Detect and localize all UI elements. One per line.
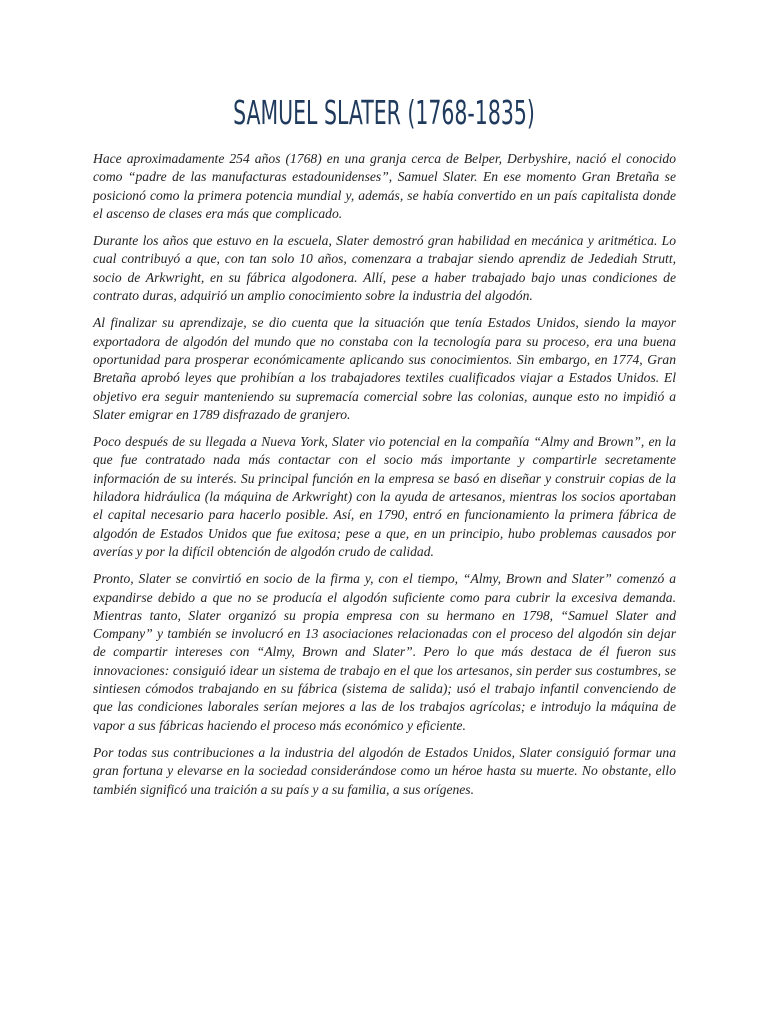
paragraph-1: Hace aproximadamente 254 años (1768) en una granja cerca de Belper, Derbyshire, nació el conocido como “padre de las manufacturas estadounidenses”, Samuel Slater. En ese momento Gran Bretaña se posicionó como la primera potencia mundial y, además, se había convertido en un país capitalista donde el ascenso de clases era más que complicado. bbox=[93, 151, 676, 221]
paragraph-5: Pronto, Slater se convirtió en socio de la firma y, con el tiempo, “Almy, Brown and Slater” comenzó a expandirse debido a que no se producía el algodón suficiente como para cubrir la excesiva demanda. Mientras tanto, Slater organizó su propia empresa con su hermano en 1798, “Samuel Slater and Company” y también se involucró en 13 asociaciones relacionadas con el proceso del algodón sin dejar de compartir intereses con “Almy, Brown and Slater”. Pero lo que más destaca de él fueron sus innovaciones: consiguió idear un sistema de trabajo en el que los artesanos, sin perder sus costumbres, se sintiesen cómodos trabajando en su fábrica (sistema de salida); usó el trabajo infantil convenciendo de que las condiciones laborales serían mejores a las de los trabajos agrícolas; e introdujo la máquina de vapor a sus fábricas haciendo el proceso más económico y eficiente. bbox=[93, 571, 676, 733]
paragraph-6: Por todas sus contribuciones a la industria del algodón de Estados Unidos, Slater consiguió formar una gran fortuna y elevarse en la sociedad considerándose como un héroe hasta su muerte. No obstante, ello también significó una traición a su país y a su familia, a sus orígenes. bbox=[93, 744, 676, 797]
document-body bbox=[93, 150, 676, 808]
paragraph-3: Al finalizar su aprendizaje, se dio cuenta que la situación que tenía Estados Unidos, siendo la mayor exportadora de algodón del mundo que no constaba con la tecnología para su proceso, era una buena oportunidad para prosperar económicamente aplicando sus conocimientos. Sin embargo, en 1774, Gran Bretaña aprobó leyes que prohibían a los trabajadores textiles cualificados viajar a Estados Unidos. El objetivo era seguir manteniendo su supremacía comercial sobre las colonias, aunque esto no impidió a Slater emigrar en 1789 disfrazado de granjero. bbox=[93, 315, 676, 422]
paragraph-2: Durante los años que estuvo en la escuela, Slater demostró gran habilidad en mecánica y aritmética. Lo cual contribuyó a que, con tan solo 10 años, comenzara a trabajar siendo aprendiz de Jedediah Strutt, socio de Arkwright, en su fábrica algodonera. Allí, pese a haber trabajado bajo unas condiciones de contrato duras, adquirió un amplio conocimiento sobre la industria del algodón. bbox=[93, 233, 676, 304]
page-title: SAMUEL SLATER (1768-1835) bbox=[233, 93, 535, 132]
paragraph-4: Poco después de su llegada a Nueva York, Slater vio potencial en la compañía “Almy and Brown”, en la que fue contratado nada más contactar con el socio más importante y compartirle secretamente información de su interés. Su principal función en la empresa se basó en diseñar y construir copias de la hiladora hidráulica (la máquina de Arkwright) con la ayuda de artesanos, mientras los socios aportaban el capital necesario para hacerlo posible. Así, en 1790, entró en funcionamiento la primera fábrica de algodón de Estados Unidos que fue exitosa; pese a que, en un principio, hubo problemas causados por averías y por la difícil obtención de algodón crudo de calidad. bbox=[93, 434, 676, 559]
